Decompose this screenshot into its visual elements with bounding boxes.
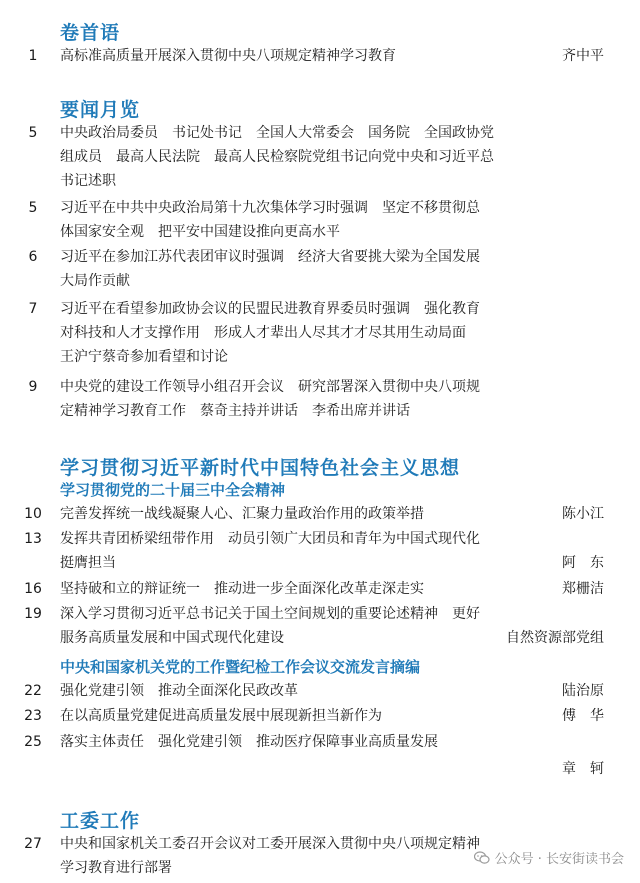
entry-title-line: 中央政治局委员 书记处书记 全国人大常委会 国务院 全国政协党 [60,125,494,141]
entry-title-line: 强化党建引领 推动全面深化民政改革 [60,683,298,699]
entry-title-line: 挺膺担当 [60,555,116,571]
entry-title-line: 中央党的建设工作领导小组召开会议 研究部署深入贯彻中央八项规 [60,379,480,395]
entry-author: 傅 华 [562,708,604,724]
wechat-icon [474,851,490,865]
entry-title-line: 完善发挥统一战线凝聚人心、汇聚力量政治作用的政策举措 [60,506,424,522]
page-number: 6 [28,249,38,265]
entry-title-line: 服务高质量发展和中国式现代化建设 [60,630,284,646]
page-number: 27 [24,836,42,852]
subsection-title-sanzhong: 学习贯彻党的二十届三中全会精神 [60,481,286,499]
entry-title-line: 习近平在参加江苏代表团审议时强调 经济大省要挑大梁为全国发展 [60,249,480,265]
page-number: 1 [28,48,38,64]
watermark-text: 公众号 · 长安街读书会 [494,852,624,867]
page-number: 10 [24,506,42,522]
entry-title-line: 落实主体责任 强化党建引领 推动医疗保障事业高质量发展 [60,734,438,750]
page-number: 25 [24,734,42,750]
entry-title-line: 大局作贡献 [60,273,130,289]
entry-author: 自然资源部党组 [506,630,604,646]
page-number: 19 [24,606,42,622]
page-number: 7 [28,301,38,317]
entry-author: 郑栅洁 [562,581,604,597]
entry-title-line: 习近平在中共中央政治局第十九次集体学习时强调 坚定不移贯彻总 [60,200,480,216]
page-number: 16 [24,581,42,597]
subsection-title-jiaoliu: 中央和国家机关党的工作暨纪检工作会议交流发言摘编 [60,658,421,676]
page-number: 9 [28,379,38,395]
entry-title-line: 在以高质量党建促进高质量发展中展现新担当新作为 [60,708,382,724]
entry-title-line: 学习教育进行部署 [60,860,172,876]
entry-title-line: 书记述职 [60,173,116,189]
entry-author: 章 轲 [562,761,604,777]
entry-author: 齐中平 [562,48,604,64]
section-title-gongwei: 工委工作 [60,810,141,832]
entry-title-line: 坚持破和立的辩证统一 推动进一步全面深化改革走深走实 [60,581,424,597]
entry-title-line: 深入学习贯彻习近平总书记关于国土空间规划的重要论述精神 更好 [60,606,480,622]
page-number: 13 [24,531,42,547]
page-number: 22 [24,683,42,699]
section-title-yaowen: 要闻月览 [60,99,141,121]
page-number: 5 [28,125,38,141]
entry-title-line: 习近平在看望参加政协会议的民盟民进教育界委员时强调 强化教育 [60,301,480,317]
entry-title-line: 王沪宁蔡奇参加看望和讨论 [60,349,228,365]
page-number: 23 [24,708,42,724]
section-title-xuexi: 学习贯彻习近平新时代中国特色社会主义思想 [60,457,461,479]
entry-title-line: 体国家安全观 把平安中国建设推向更高水平 [60,224,340,240]
entry-author: 阿 东 [562,555,604,571]
watermark [474,848,624,867]
page-number: 5 [28,200,38,216]
entry-title-line: 组成员 最高人民法院 最高人民检察院党组书记向党中央和习近平总 [60,149,494,165]
entry-title-line: 对科技和人才支撑作用 形成人才辈出人尽其才才尽其用生动局面 [60,325,466,341]
entry-author: 陆治原 [562,683,604,699]
entry-author: 陈小江 [562,506,604,522]
entry-title-line: 中央和国家机关工委召开会议对工委开展深入贯彻中央八项规定精神 [60,836,480,852]
entry-title-line: 定精神学习教育工作 蔡奇主持并讲话 李希出席并讲话 [60,403,410,419]
section-title-juanshouyu: 卷首语 [60,22,121,44]
entry-title-line: 发挥共青团桥梁纽带作用 动员引领广大团员和青年为中国式现代化 [60,531,480,547]
entry-title-line: 高标准高质量开展深入贯彻中央八项规定精神学习教育 [60,48,396,64]
